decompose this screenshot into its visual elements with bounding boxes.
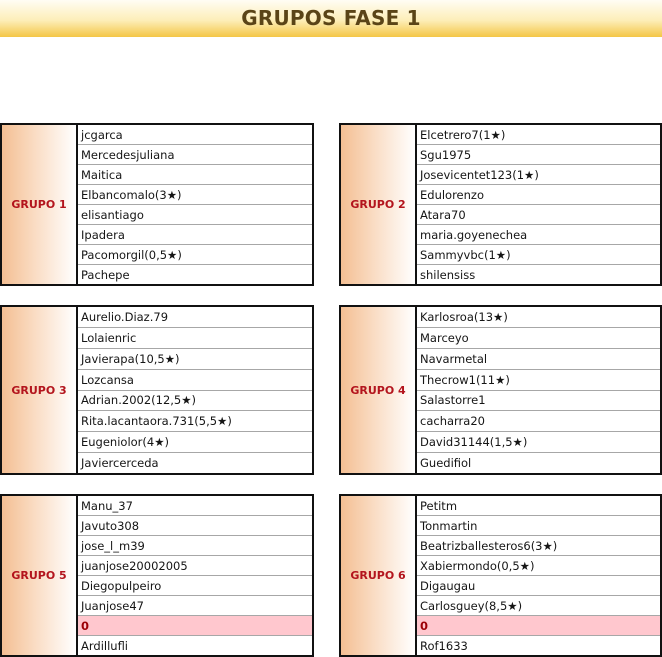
member-row: Josevicentet123(1★) [417,165,660,185]
member-row: Tonmartin [417,516,660,536]
member-row: Rof1633 [420,638,468,653]
member-list [78,307,312,473]
member-row: Maitica [78,165,312,185]
group-label: GRUPO 1 [2,125,78,284]
member-row: Guedifiol [420,456,472,471]
member-row: Digaugau [417,576,660,596]
member-row: cacharra20 [417,411,660,432]
member-row: Thecrow1(11★) [417,370,660,391]
member-row: Juanjose47 [78,596,312,616]
page-title: GRUPOS FASE 1 [241,6,421,30]
member-row: shilensiss [420,267,476,282]
member-row: Atara70 [417,205,660,225]
member-row: Elcetrero7(1★) [417,125,660,145]
member-row: Eugeniolor(4★) [78,432,312,453]
member-row: Manu_37 [78,496,312,516]
member-row: Ardillufli [81,638,129,653]
member-row: Karlosroa(13★) [417,307,660,328]
member-row: Navarmetal [417,349,660,370]
member-row: Marceyo [417,328,660,349]
group-1-table [0,123,314,286]
group-label: GRUPO 2 [341,125,417,284]
group-label: GRUPO 6 [341,496,417,655]
group-label: GRUPO 4 [341,307,417,473]
member-row: Sammyvbc(1★) [417,245,660,265]
group-label: GRUPO 5 [2,496,78,655]
member-row: Javierapa(10,5★) [78,349,312,370]
member-list [417,125,660,284]
group-6-table [339,494,662,657]
member-row: Carlosguey(8,5★) [417,596,660,616]
member-row: Beatrizballesteros6(3★) [417,536,660,556]
member-list [78,496,312,655]
empty-slot-row: 0 [78,616,312,636]
member-row: jcgarca [78,125,312,145]
group-4-table [339,305,662,475]
member-row: Lolaienric [78,328,312,349]
member-row: Mercedesjuliana [78,145,312,165]
member-row: Salastorre1 [417,391,660,412]
member-row: Adrian.2002(12,5★) [78,391,312,412]
member-row: Pacomorgil(0,5★) [78,245,312,265]
member-row: David31144(1,5★) [417,432,660,453]
member-row: Aurelio.Diaz.79 [78,307,312,328]
group-3-table [0,305,314,475]
member-row: maria.goyenechea [417,225,660,245]
member-row: Edulorenzo [417,185,660,205]
member-row: jose_l_m39 [78,536,312,556]
member-row: Sgu1975 [417,145,660,165]
member-row: elisantiago [78,205,312,225]
member-list [78,125,312,284]
member-row: Xabiermondo(0,5★) [417,556,660,576]
member-row: Rita.lacantaora.731(5,5★) [78,411,312,432]
group-label: GRUPO 3 [2,307,78,473]
member-row: Javiercerceda [81,456,159,471]
member-list [417,307,660,473]
group-5-table [0,494,314,657]
group-2-table [339,123,662,286]
member-row: Petitm [417,496,660,516]
empty-slot-row: 0 [417,616,660,636]
member-row: Diegopulpeiro [78,576,312,596]
member-row: Lozcansa [78,370,312,391]
member-list [417,496,660,655]
member-row: Elbancomalo(3★) [78,185,312,205]
member-row: Ipadera [78,225,312,245]
member-row: Javuto308 [78,516,312,536]
member-row: juanjose20002005 [78,556,312,576]
member-row: Pachepe [81,267,130,282]
